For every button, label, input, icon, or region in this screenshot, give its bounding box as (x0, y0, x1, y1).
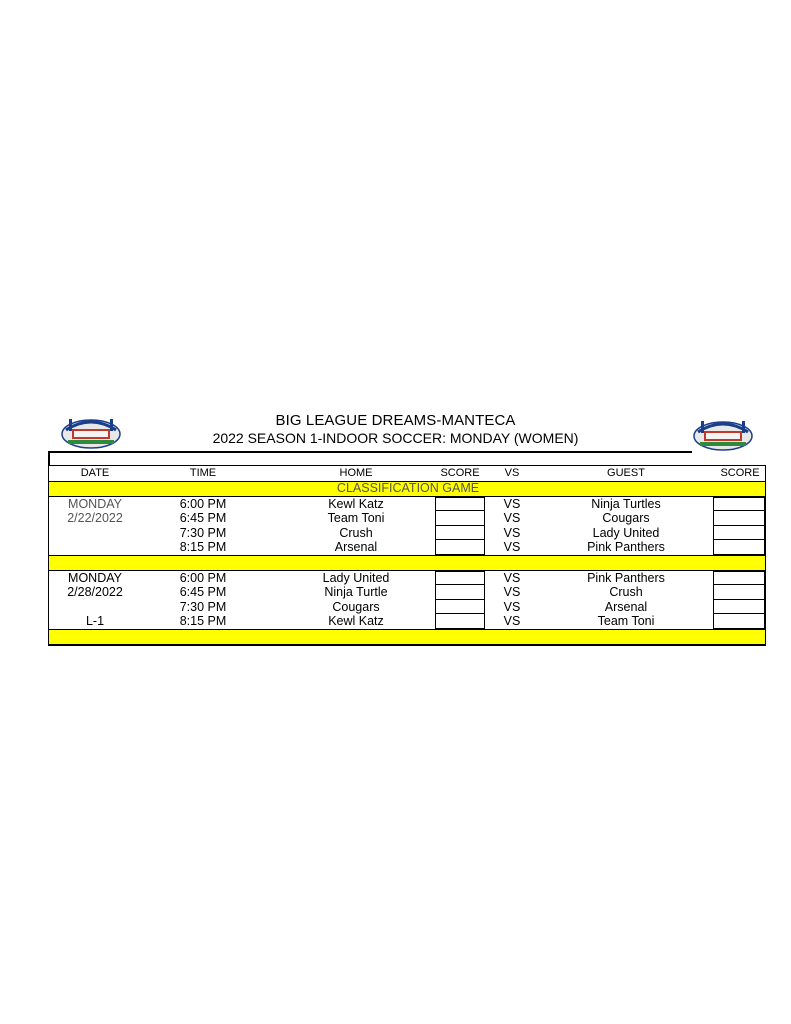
column-header-date: DATE (80, 467, 110, 479)
home-score-box (435, 497, 485, 512)
page-subtitle: 2022 SEASON 1-INDOOR SOCCER: MONDAY (WOMEN) (212, 430, 579, 446)
table-row (49, 526, 765, 541)
guest-team: Team Toni (597, 614, 655, 628)
table-row (49, 585, 765, 600)
vs-label: VS (503, 614, 521, 628)
column-header-home-score: SCORE (440, 467, 480, 479)
home-score-box (435, 600, 485, 615)
home-team: Lady United (322, 570, 390, 585)
vs-label: VS (503, 540, 521, 554)
guest-team: Ninja Turtles (591, 496, 661, 511)
home-team: Crush (339, 525, 373, 540)
classification-banner (49, 481, 765, 497)
game-time: 6:00 PM (179, 570, 227, 585)
home-team: Arsenal (334, 540, 378, 554)
home-score-box (435, 526, 485, 541)
home-score-box (435, 540, 485, 555)
game-date: 2/28/2022 (67, 585, 123, 599)
vs-label: VS (503, 599, 521, 614)
table-row (49, 511, 765, 526)
guest-score-box (713, 571, 765, 586)
week-separator (49, 555, 765, 571)
guest-score-box (713, 497, 765, 512)
table-header-row (49, 466, 765, 481)
game-time: 6:45 PM (179, 511, 227, 525)
home-team: Kewl Katz (328, 496, 384, 511)
guest-team: Cougars (602, 511, 650, 525)
guest-score-box (713, 614, 765, 629)
column-header-guest: GUEST (607, 467, 645, 479)
vs-label: VS (503, 585, 521, 599)
vs-label: VS (503, 525, 521, 540)
home-score-box (435, 571, 485, 586)
home-team: Ninja Turtle (324, 585, 388, 599)
home-score-box (435, 614, 485, 629)
table-row (49, 571, 765, 586)
guest-score-box (713, 540, 765, 555)
game-time: 8:15 PM (179, 614, 227, 628)
guest-team: Arsenal (604, 599, 648, 614)
game-time: 6:45 PM (179, 585, 227, 599)
game-date: MONDAY (68, 496, 122, 511)
week-separator (49, 629, 765, 645)
column-header-guest-score: SCORE (720, 467, 760, 479)
guest-team: Pink Panthers (587, 570, 665, 585)
frame-line (48, 451, 692, 453)
column-header-home: HOME (339, 467, 373, 479)
guest-score-box (713, 600, 765, 615)
home-team: Kewl Katz (328, 614, 384, 628)
table-row (49, 614, 765, 629)
table-row (49, 497, 765, 512)
game-time: 7:30 PM (179, 525, 227, 540)
column-header-time: TIME (189, 467, 217, 479)
game-time: 6:00 PM (179, 496, 227, 511)
guest-score-box (713, 585, 765, 600)
game-date: MONDAY (68, 570, 122, 585)
column-header-vs: VS (504, 467, 520, 479)
guest-team: Pink Panthers (587, 540, 665, 554)
game-time: 8:15 PM (179, 540, 227, 554)
schedule-table (48, 465, 766, 646)
home-score-box (435, 585, 485, 600)
frame-line (48, 451, 50, 465)
guest-score-box (713, 511, 765, 526)
vs-label: VS (503, 511, 521, 525)
guest-team: Crush (609, 585, 643, 599)
vs-label: VS (503, 570, 521, 585)
guest-score-box (713, 526, 765, 541)
vs-label: VS (503, 496, 521, 511)
page-title: BIG LEAGUE DREAMS-MANTECA (275, 412, 516, 429)
table-row (49, 540, 765, 555)
game-time: 7:30 PM (179, 599, 227, 614)
home-score-box (435, 511, 485, 526)
home-team: Team Toni (327, 511, 385, 525)
table-row (49, 600, 765, 615)
guest-team: Lady United (592, 525, 660, 540)
banner-label: CLASSIFICATION GAME (336, 480, 480, 495)
home-team: Cougars (332, 599, 380, 614)
game-date: L-1 (85, 614, 105, 628)
game-date: 2/22/2022 (67, 511, 123, 525)
